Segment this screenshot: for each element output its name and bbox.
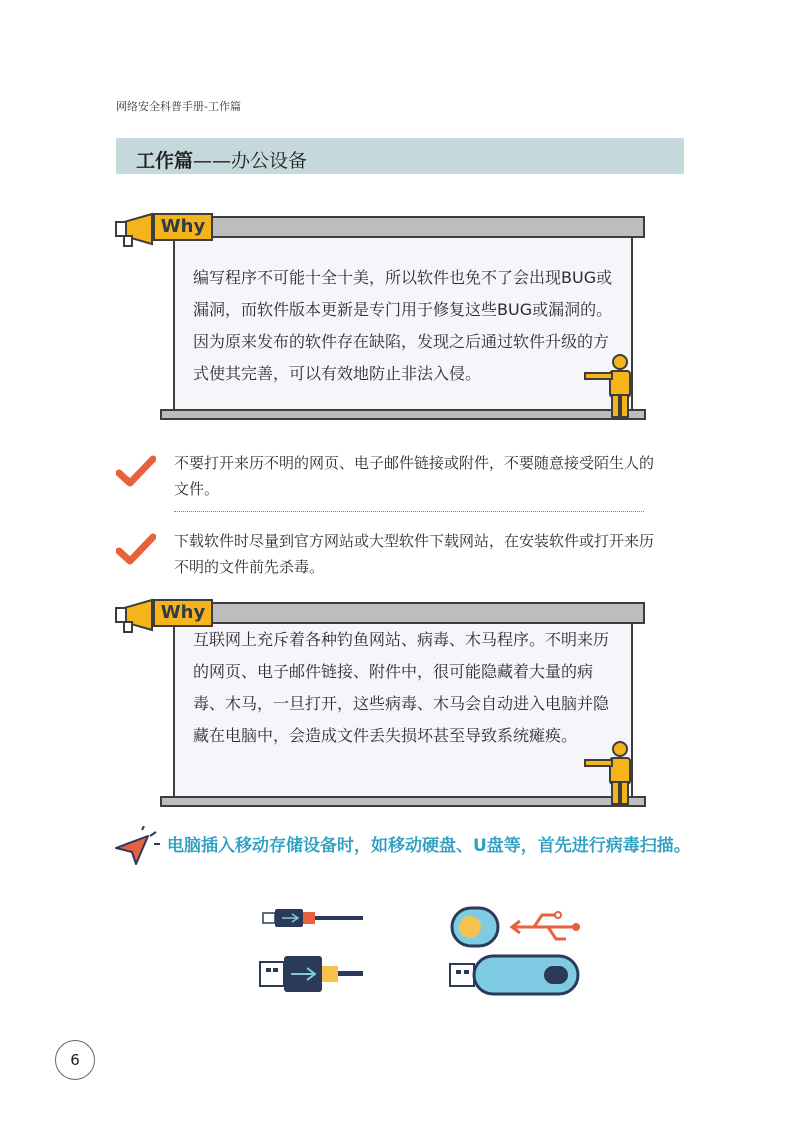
- why-base-2: [160, 796, 646, 807]
- presenter-figure-icon: [583, 353, 635, 419]
- cursor-click-icon: [112, 826, 162, 866]
- usb-illustration: [258, 898, 598, 1002]
- why-tag-1: Why: [153, 213, 213, 241]
- why-banner-2: [152, 602, 645, 624]
- megaphone-icon: [114, 598, 156, 634]
- usb-drive-icon: [452, 908, 498, 946]
- usb-drive-icon: [450, 956, 578, 994]
- why-tag-2: Why: [153, 599, 213, 627]
- usb-cable-icon: [263, 909, 363, 927]
- why-banner-1: [152, 216, 645, 238]
- usb-symbol-icon: [512, 912, 580, 939]
- check-item-2: 下载软件时尽量到官方网站或大型软件下载网站，在安装软件或打开来历不明的文件前先杀毒。: [174, 532, 655, 576]
- tip-text: 电脑插入移动存储设备时，如移动硬盘、U盘等，首先进行病毒扫描。: [167, 836, 691, 856]
- section-title: [136, 146, 307, 173]
- check-item-1: 不要打开来历不明的网页、电子邮件链接或附件，不要随意接受陌生人的文件。: [174, 454, 655, 498]
- page-number: 6: [55, 1040, 95, 1080]
- checkmark-icon: [116, 533, 156, 565]
- divider: [174, 511, 644, 512]
- section-title-bold: 工作篇: [136, 150, 194, 172]
- why-text-1: 编写程序不可能十全十美，所以软件也免不了会出现BUG或漏洞，而软件版本更新是专门用于修复这些BUG或漏洞的。因为原来发布的软件存在缺陷，发现之后通过软件升级的方式使其完善，可以有效地防止非法入侵。: [193, 268, 613, 383]
- running-header: 网络安全科普手册-工作篇: [116, 100, 241, 113]
- checkmark-icon: [116, 455, 156, 487]
- why-text-2: 互联网上充斥着各种钓鱼网站、病毒、木马程序。不明来历的网页、电子邮件链接、附件中，很可能隐藏着大量的病毒、木马，一旦打开，这些病毒、木马会自动进入电脑并隐藏在电脑中，会造成文件丢失损坏甚至导致系统瘫痪。: [193, 630, 610, 745]
- section-title-rest: ——办公设备: [193, 150, 308, 172]
- usb-cable-icon: [260, 956, 363, 992]
- why-base-1: [160, 409, 646, 420]
- megaphone-icon: [114, 212, 156, 248]
- presenter-figure-icon: [583, 740, 635, 806]
